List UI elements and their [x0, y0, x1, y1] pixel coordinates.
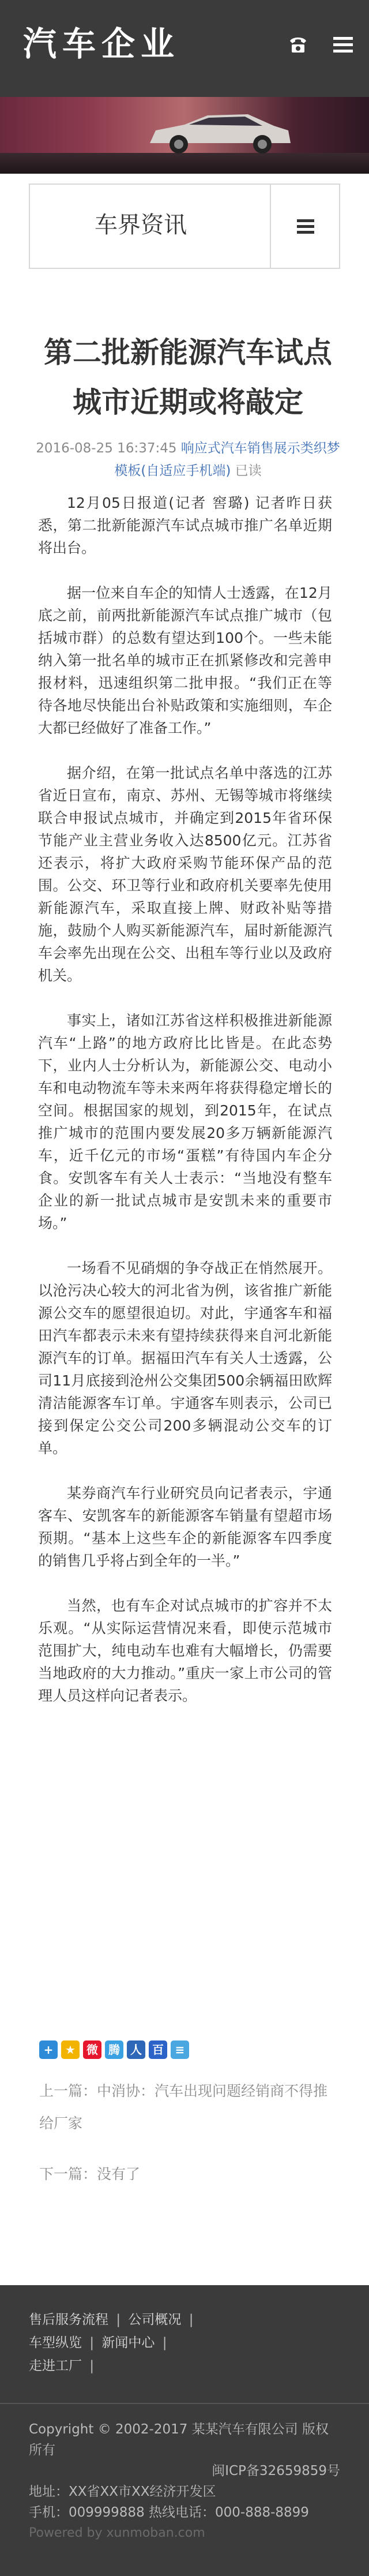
renren-icon[interactable]: 人	[127, 2040, 145, 2059]
article-source-link[interactable]: 响应式汽车销售展示类织梦模板(自适应手机端)	[114, 441, 340, 478]
footer-link-company[interactable]: 公司概况	[128, 2312, 182, 2327]
footer-link-factory[interactable]: 走进工厂	[29, 2358, 82, 2373]
site-footer	[0, 2285, 369, 2576]
article-paragraph: 据介绍，在第一批试点名单中落选的江苏省近日宣布，南京、苏州、无锡等城市将继续联合申报试点城市，并确定到2015年省环保节能产业主营业务收入达8500亿元。江苏省还表示，将扩大政府采购节能环保产品的范围。公交、环卫等行业和政府机关要率先使用新能源汽车，采取直接上牌、财政补贴等措施，鼓励个人购买新能源汽车，届时新能源汽车会率先出现在公交、出租车等行业以及政府机关。	[38, 765, 332, 984]
article-body	[38, 492, 332, 1729]
weibo-icon[interactable]: 微	[83, 2040, 101, 2059]
article-paragraph: 事实上，诸如江苏省这样积极推进新能源汽车“上路”的地方政府比比皆是。在此态势下，业内人士分析认为，新能源公交、电动小车和电动物流车等未来两年将获得稳定增长的空间。根据国家的规划，到2015年，在试点推广城市的范围内要发展20多万辆新能源汽车，近千亿元的市场“蛋糕”有待国内车企分食。安凯客车有关人士表示：“当地没有整车企业的新一批试点城市是安凯未来的重要市场。”	[38, 1012, 332, 1231]
article-paragraph: 一场看不见硝烟的争夺战正在悄然展开。以沧污决心较大的河北省为例，该省推广新能源公交车的愿望很迫切。对此，宇通客车和福田汽车都表示未来有望持续获得来自河北新能源汽车的订单。据福田汽车有关人士透露，公司11月底接到沧州公交集团500余辆福田欧辉清洁能源客车订单。宇通客车则表示，公司已接到保定公交公司200多辆混动公交车的订单。	[38, 1260, 332, 1457]
article-title: 第二批新能源汽车试点城市近期或将敲定	[44, 336, 332, 419]
footer-separator: |	[89, 2358, 95, 2373]
qzone-icon[interactable]: ★	[61, 2040, 80, 2059]
article-read-status: 已读	[235, 463, 262, 478]
prev-article-link[interactable]: 中消协：汽车出现问题经销商不得推给厂家	[39, 2083, 328, 2132]
article-paragraph: 当然，也有车企对试点城市的扩容并不太乐观。“从实际运营情况来看，即使示范城市范围扩大，纯电动车也难有大幅增长，仍需要当地政府的大力推动。”重庆一家上市公司的管理人员这样向记者表示。	[38, 1597, 332, 1704]
banner-car-image	[144, 107, 294, 156]
site-logo[interactable]: 汽车企业	[23, 24, 180, 63]
footer-divider	[0, 2403, 369, 2404]
footer-link-models[interactable]: 车型纵览	[29, 2335, 82, 2350]
footer-phones: 手机：009999888 热线电话：000-888-8899	[29, 2505, 309, 2520]
article-paragraph: 12月05日报道(记者 窖璐) 记者昨日获悉，第二批新能源汽车试点城市推广名单近期将出台。	[38, 495, 332, 556]
menu-icon[interactable]	[329, 30, 357, 59]
hero-banner	[0, 97, 369, 174]
article-paragraph: 据一位来自车企的知情人士透露，在12月底之前，前两批新能源汽车试点推广城市（包括城市群）的总数有望达到100个。一些未能纳入第一批名单的城市正在抓紧修改和完善申报材料，迅速组织第二批申报。“我们正在等待各地尽快能出台补贴政策和实施细则，车企大都已经做好了准备工作。”	[38, 585, 332, 736]
baidu-icon[interactable]: 百	[149, 2040, 167, 2059]
footer-separator: |	[89, 2335, 95, 2350]
footer-address: 地址：XX省XX市XX经济开发区	[29, 2484, 216, 2499]
copyright-text: Copyright © 2002-2017 某某汽车有限公司 版权所有	[29, 2422, 329, 2458]
footer-link-after-sales[interactable]: 售后服务流程	[29, 2312, 108, 2327]
phone-icon[interactable]	[284, 30, 312, 59]
next-article[interactable]	[39, 2158, 339, 2191]
footer-separator: |	[162, 2335, 167, 2350]
site-header	[0, 0, 369, 97]
footer-separator: |	[189, 2312, 194, 2327]
banner-road	[0, 153, 369, 174]
article-paragraph: 某券商汽车行业研究员向记者表示，宇通客车、安凯客车的新能源客车销量有望超市场预期。“基本上这些车企的新能源客车四季度的销售几乎将占到全年的一半。”	[38, 1485, 332, 1569]
powered-by-link[interactable]: Powered by xunmoban.com	[29, 2526, 205, 2540]
article-date: 2016-08-25 16:37:45	[36, 441, 177, 456]
tencent-weibo-icon[interactable]: 腾	[105, 2040, 123, 2059]
more-share-icon[interactable]: ≡	[171, 2040, 189, 2059]
prev-article[interactable]	[39, 2075, 339, 2140]
footer-copyright	[29, 2419, 340, 2544]
footer-link-news[interactable]: 新闻中心	[101, 2335, 155, 2350]
next-article-link[interactable]: 没有了	[97, 2166, 141, 2182]
icp-number: 闽ICP备32659859号	[212, 2463, 340, 2478]
section-header	[29, 184, 340, 269]
section-menu-icon[interactable]	[271, 185, 340, 268]
share-bar	[39, 2040, 189, 2059]
share-plus-icon[interactable]: +	[39, 2040, 58, 2059]
next-article-label: 下一篇：	[39, 2166, 97, 2182]
footer-separator: |	[116, 2312, 121, 2327]
footer-nav	[29, 2308, 340, 2377]
article-meta	[32, 437, 344, 482]
section-title: 车界资讯	[95, 212, 187, 238]
prev-article-label: 上一篇：	[39, 2083, 97, 2099]
